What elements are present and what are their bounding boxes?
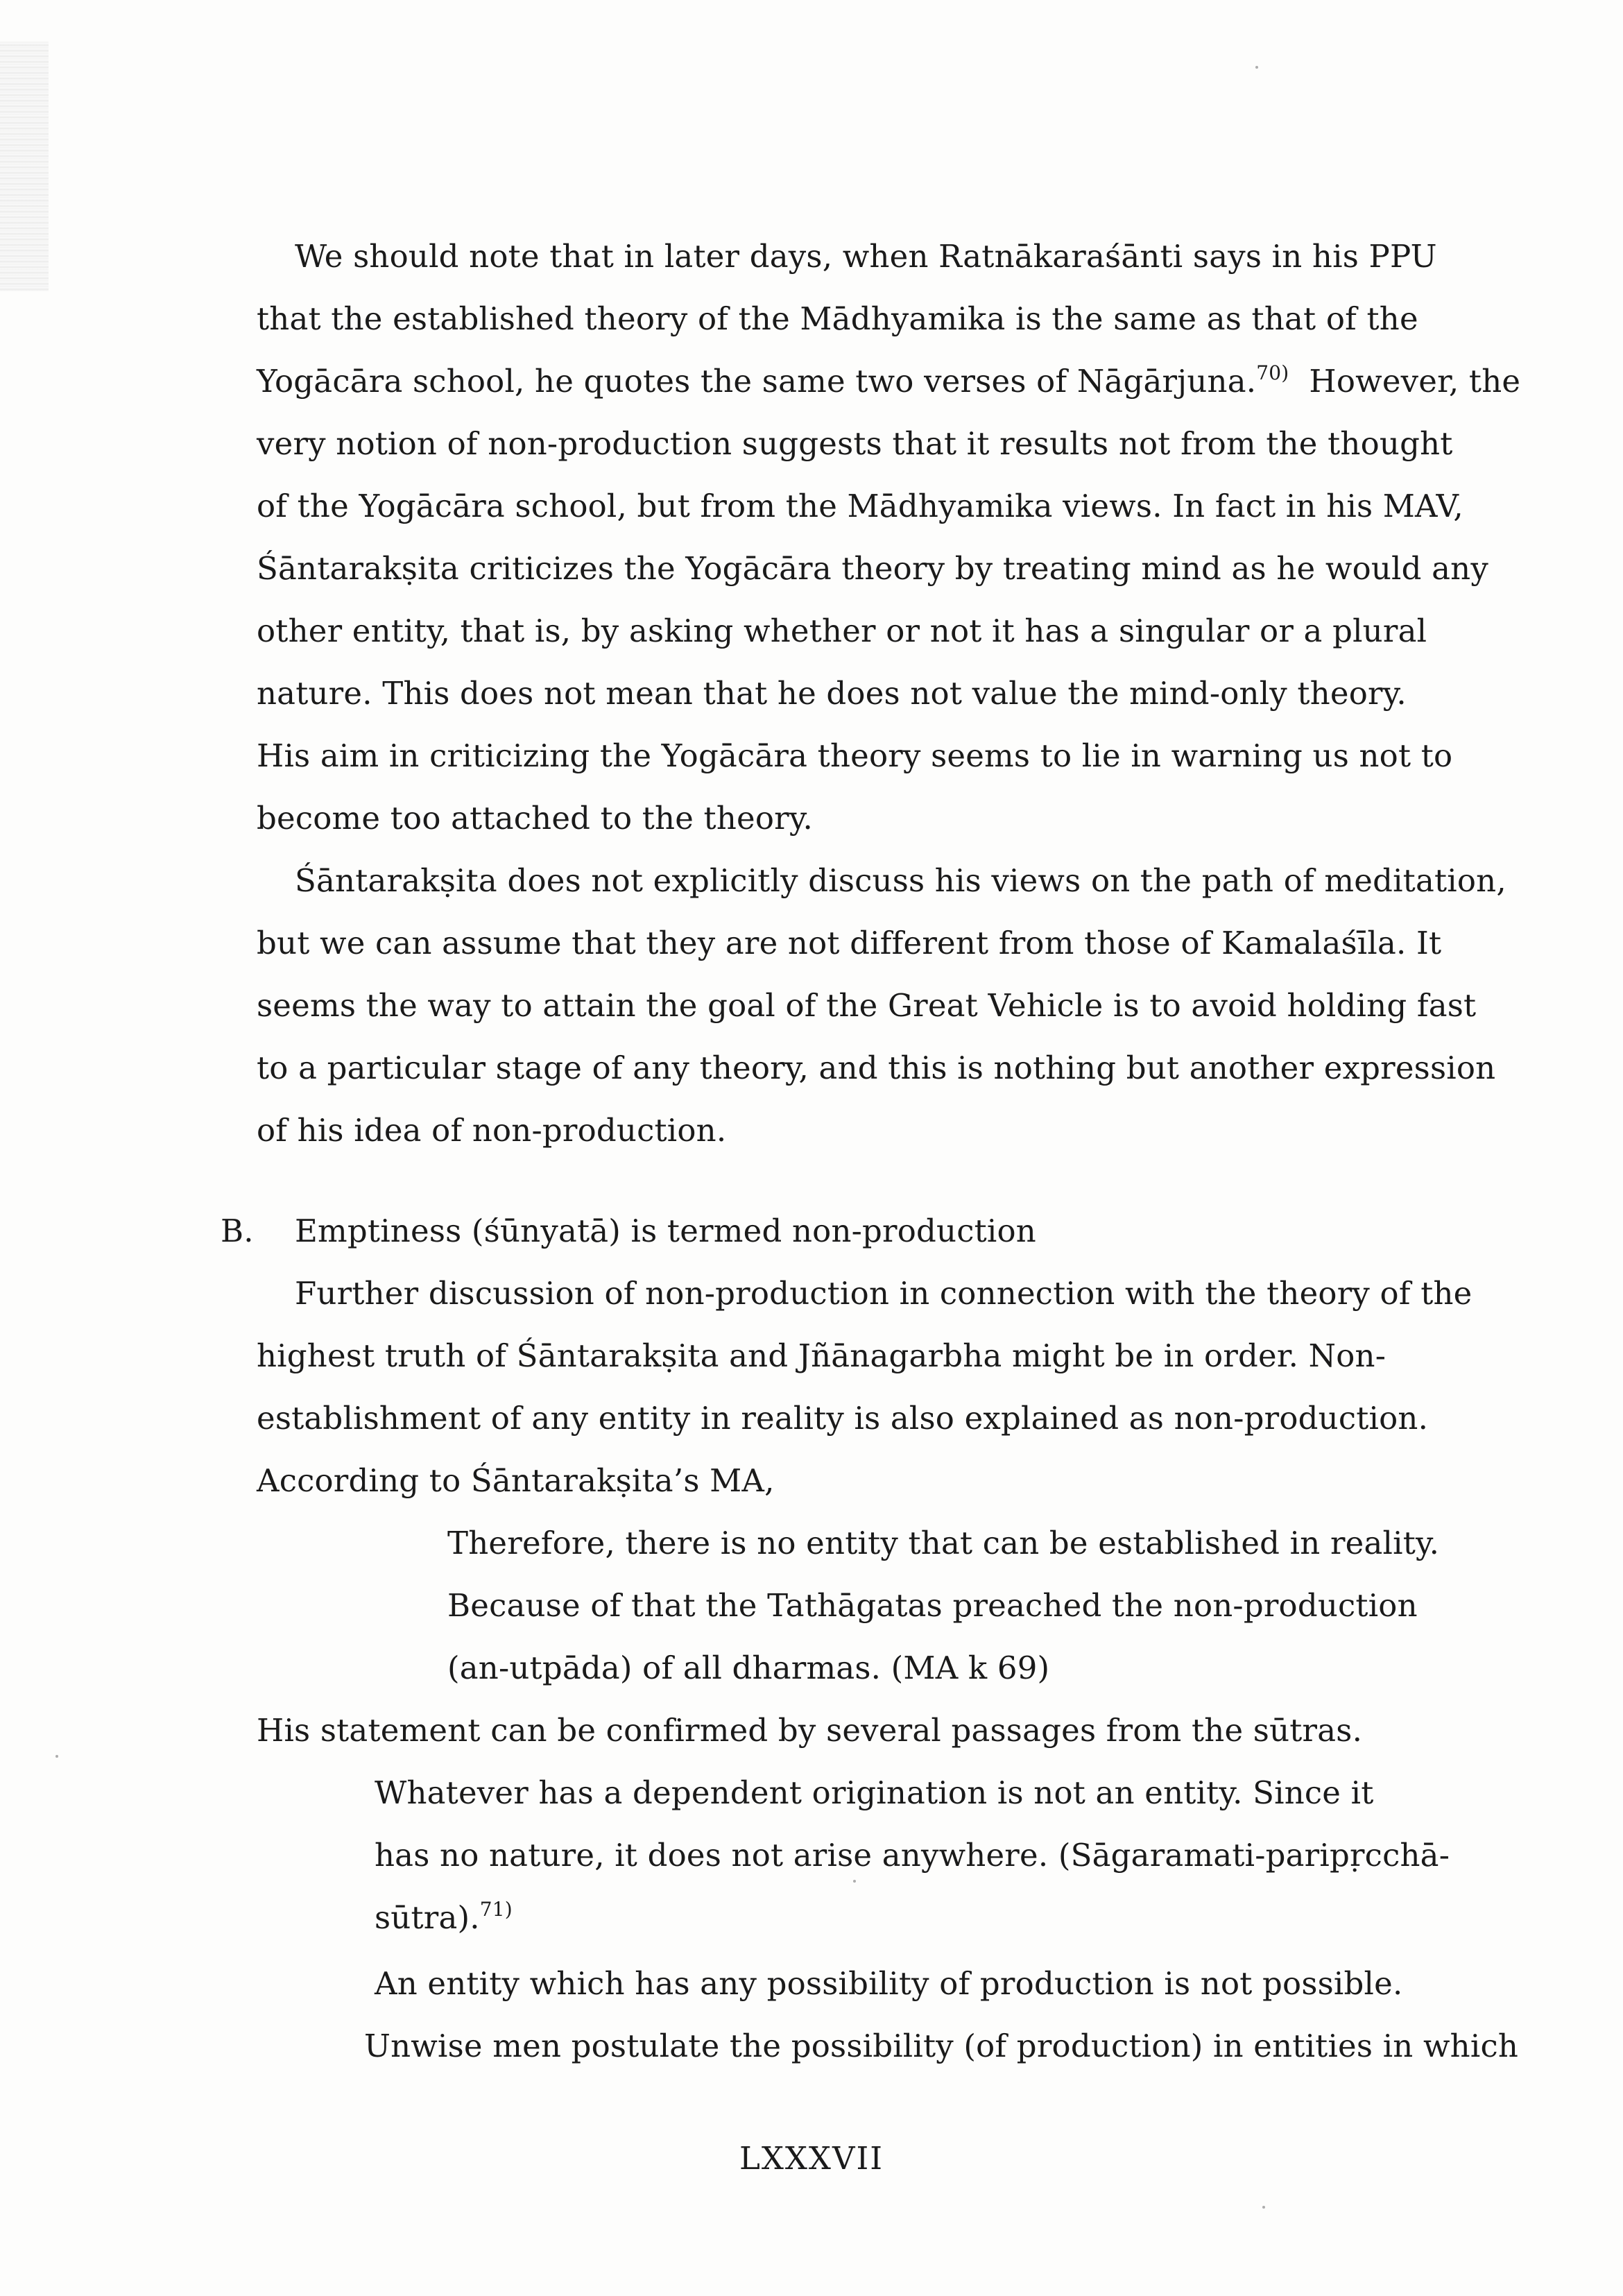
para1-line-8: nature. This does not mean that he does not value the mind-only theory.: [257, 675, 1407, 712]
quote2-line-2: has no nature, it does not arise anywhere. (Sāgaramati-paripṛcchā-: [375, 1837, 1450, 1874]
quote1-line-1: Therefore, there is no entity that can be established in reality.: [447, 1525, 1440, 1561]
para2-line-3: seems the way to attain the goal of the Great Vehicle is to avoid holding fast: [257, 987, 1477, 1024]
section-heading: Emptiness (śūnyatā) is termed non-production: [295, 1213, 1036, 1249]
section-label: B.: [221, 1213, 254, 1249]
after-quote1-line: His statement can be confirmed by several passages from the sūtras.: [257, 1712, 1363, 1749]
para1-line-3-text: Yogācāra school, he quotes the same two verses of Nāgārjuna.: [257, 363, 1257, 400]
scan-speck: [1255, 66, 1258, 69]
scan-speck: [853, 1880, 856, 1883]
footnote-ref-70: 70): [1256, 361, 1289, 384]
sectionB-line-3: establishment of any entity in reality is also explained as non-production.: [257, 1400, 1429, 1437]
para2-line-4: to a particular stage of any theory, and this is nothing but another expression: [257, 1050, 1496, 1086]
sectionB-line-1: Further discussion of non-production in connection with the theory of the: [295, 1275, 1472, 1312]
scan-speck: [1262, 2206, 1265, 2209]
para1-line-2: that the established theory of the Mādhyamika is the same as that of the: [257, 300, 1418, 337]
para1-line-3: [257, 361, 1520, 406]
quote2-line-1: Whatever has a dependent origination is not an entity. Since it: [375, 1774, 1374, 1811]
para1-line-9: His aim in criticizing the Yogācāra theory seems to lie in warning us not to: [257, 737, 1453, 774]
para1-line-10: become too attached to the theory.: [257, 800, 813, 837]
quote2-line-3-text: sūtra).: [375, 1899, 480, 1936]
scan-speck: [55, 1755, 58, 1758]
quote2-line-3: [375, 1897, 513, 1943]
quote1-line-2: Because of that the Tathāgatas preached the non-production: [447, 1587, 1418, 1624]
para2-line-5: of his idea of non-production.: [257, 1112, 727, 1149]
quote2-line-4: An entity which has any possibility of production is not possible.: [375, 1965, 1403, 2002]
para1-line-5: of the Yogācāra school, but from the Mādhyamika views. In fact in his MAV,: [257, 488, 1463, 524]
sectionB-line-4: According to Śāntarakṣita’s MA,: [257, 1462, 775, 1499]
quote2-line-5: Unwise men postulate the possibility (of production) in entities in which: [364, 2028, 1519, 2064]
footnote-ref-71: 71): [479, 1898, 513, 1921]
para1-line-1: We should note that in later days, when Ratnākaraśānti says in his PPU: [295, 238, 1437, 275]
para1-line-4: very notion of non-production suggests that it results not from the thought: [257, 425, 1453, 462]
para1-line-6: Śāntarakṣita criticizes the Yogācāra theory by treating mind as he would any: [257, 550, 1488, 587]
page-number: LXXXVII: [739, 2140, 884, 2177]
para1-line-7: other entity, that is, by asking whether or not it has a singular or a plural: [257, 612, 1427, 649]
quote1-line-3: (an-utpāda) of all dharmas. (MA k 69): [447, 1650, 1050, 1686]
para2-line-1: Śāntarakṣita does not explicitly discuss his views on the path of meditation,: [295, 862, 1506, 899]
scan-edge-artifact: [0, 42, 49, 291]
para1-line-3-tail: However, the: [1289, 363, 1521, 400]
para2-line-2: but we can assume that they are not different from those of Kamalaśīla. It: [257, 925, 1442, 961]
sectionB-line-2: highest truth of Śāntarakṣita and Jñānagarbha might be in order. Non-: [257, 1337, 1386, 1374]
